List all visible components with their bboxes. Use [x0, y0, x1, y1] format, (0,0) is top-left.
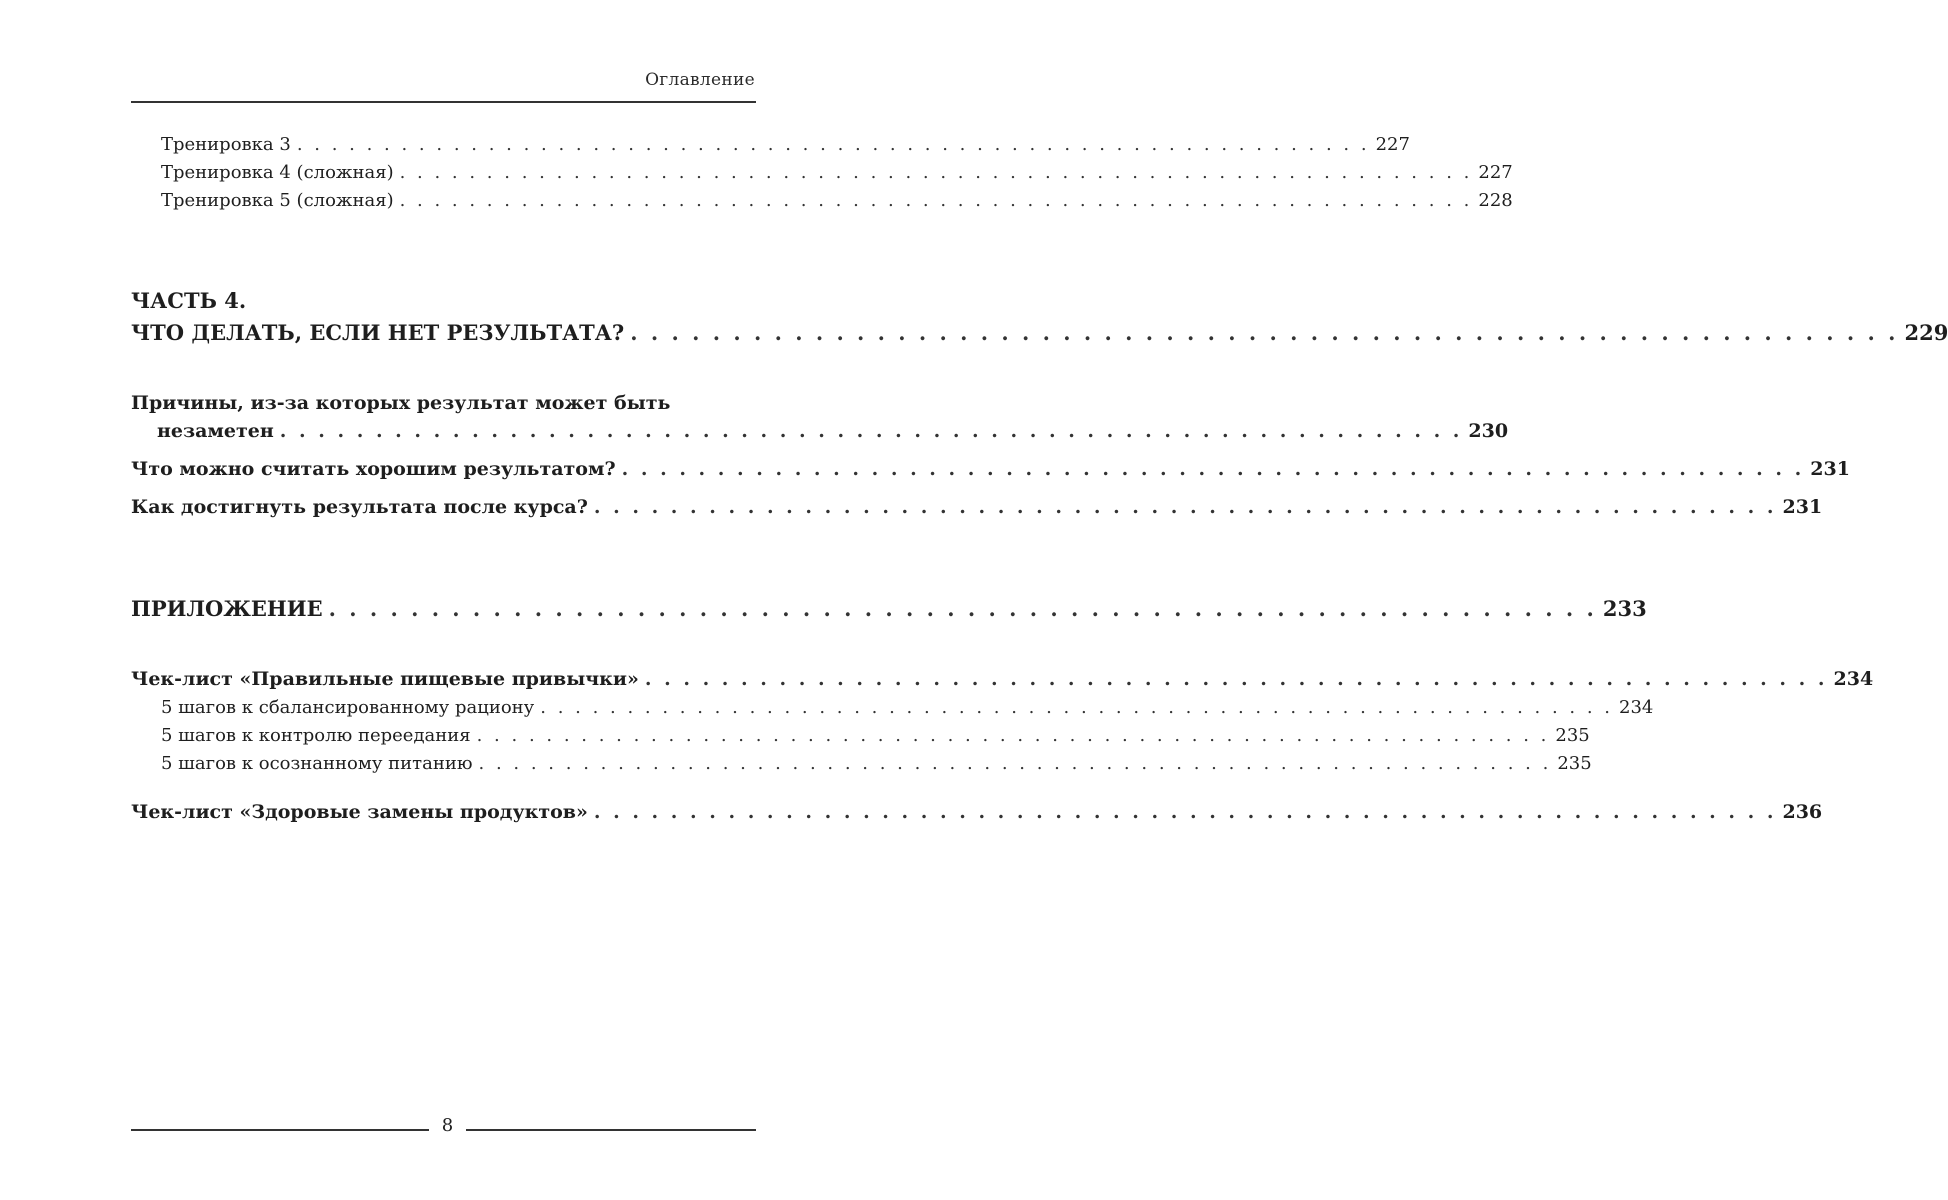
dot-leader: . . . . . . . . . . . . . . . . . . . . . . . . . . . . . . . . . . . . . . . . . . . . . . . . . . . . . . . . . . . . . . [621, 458, 1805, 480]
footer-rule-left [131, 1129, 429, 1131]
footer-rule-right [466, 1129, 756, 1131]
toc-entry-text: 5 шагов к осознанному питанию [161, 753, 473, 774]
dot-leader: . . . . . . . . . . . . . . . . . . . . . . . . . . . . . . . . . . . . . . . . . . . . . . . . . . . . . . . . . . . . . . [296, 134, 1370, 155]
dot-leader: . . . . . . . . . . . . . . . . . . . . . . . . . . . . . . . . . . . . . . . . . . . . . . . . . . . . . . . . . . . . . . [593, 496, 1777, 518]
toc-part-heading[interactable] [131, 320, 1948, 345]
page-number: 8 [441, 1115, 454, 1136]
toc-page-number: 235 [1557, 753, 1592, 774]
toc-page-number: 231 [1810, 458, 1850, 480]
toc-entry-text: 5 шагов к контролю переедания [161, 725, 471, 746]
toc-page-number: 228 [1478, 190, 1513, 211]
toc-entry-text: Как достигнуть результата после курса? [131, 496, 588, 518]
toc-subentry[interactable] [161, 753, 1592, 774]
toc-entry-text: Тренировка 4 (сложная) [161, 162, 394, 183]
toc-entry[interactable] [161, 162, 1513, 183]
toc-part-heading[interactable] [131, 596, 1647, 621]
running-head: Оглавление [645, 70, 755, 90]
dot-leader: . . . . . . . . . . . . . . . . . . . . . . . . . . . . . . . . . . . . . . . . . . . . . . . . . . . . . . . . . . . . . . [279, 420, 1463, 442]
toc-entry[interactable] [131, 496, 1823, 518]
toc-appendix-title: ПРИЛОЖЕНИЕ [131, 596, 323, 621]
toc-page-number: 230 [1468, 420, 1509, 442]
toc-entry[interactable] [131, 458, 1850, 480]
toc-entry-text-line2: незаметен [157, 420, 274, 442]
toc-subentry[interactable] [161, 725, 1590, 746]
header-rule [131, 101, 756, 103]
toc-page-number: 236 [1782, 801, 1823, 823]
dot-leader: . . . . . . . . . . . . . . . . . . . . . . . . . . . . . . . . . . . . . . . . . . . . . . . . . . . . . . . . . . . . . . [399, 162, 1473, 183]
dot-leader: . . . . . . . . . . . . . . . . . . . . . . . . . . . . . . . . . . . . . . . . . . . . . . . . . . . . . . . . . . . . . . [328, 596, 1597, 621]
toc-entry[interactable] [161, 190, 1513, 211]
toc-page-number: 234 [1619, 697, 1654, 718]
dot-leader: . . . . . . . . . . . . . . . . . . . . . . . . . . . . . . . . . . . . . . . . . . . . . . . . . . . . . . . . . . . . . . [476, 725, 1550, 746]
toc-subentry[interactable] [161, 697, 1654, 718]
dot-leader: . . . . . . . . . . . . . . . . . . . . . . . . . . . . . . . . . . . . . . . . . . . . . . . . . . . . . . . . . . . . . . [593, 801, 1777, 823]
dot-leader: . . . . . . . . . . . . . . . . . . . . . . . . . . . . . . . . . . . . . . . . . . . . . . . . . . . . . . . . . . . . . . [644, 668, 1828, 690]
toc-entry-text: Чек-лист «Здоровые замены продуктов» [131, 801, 588, 823]
dot-leader: . . . . . . . . . . . . . . . . . . . . . . . . . . . . . . . . . . . . . . . . . . . . . . . . . . . . . . . . . . . . . . [630, 320, 1899, 345]
toc-page-number: 227 [1478, 162, 1513, 183]
toc-page-number: 229 [1904, 320, 1948, 345]
toc-entry-text: Чек-лист «Правильные пищевые привычки» [131, 668, 639, 690]
toc-entry[interactable] [131, 420, 1509, 442]
toc-entry-text: Тренировка 5 (сложная) [161, 190, 394, 211]
toc-page-number: 234 [1833, 668, 1874, 690]
toc-part-title: ЧТО ДЕЛАТЬ, ЕСЛИ НЕТ РЕЗУЛЬТАТА? [131, 320, 625, 345]
part-label: ЧАСТЬ 4. [131, 288, 247, 313]
toc-page-number: 233 [1602, 596, 1647, 621]
toc-entry-text-line1: Причины, из-за которых результат может быть [131, 392, 671, 414]
toc-entry-text: 5 шагов к сбалансированному рациону [161, 697, 535, 718]
dot-leader: . . . . . . . . . . . . . . . . . . . . . . . . . . . . . . . . . . . . . . . . . . . . . . . . . . . . . . . . . . . . . . [478, 753, 1552, 774]
toc-page-number: 227 [1375, 134, 1410, 155]
toc-entry[interactable] [131, 668, 1874, 690]
toc-entry[interactable] [131, 801, 1823, 823]
dot-leader: . . . . . . . . . . . . . . . . . . . . . . . . . . . . . . . . . . . . . . . . . . . . . . . . . . . . . . . . . . . . . . [399, 190, 1473, 211]
toc-entry-text: Тренировка 3 [161, 134, 291, 155]
toc-entry[interactable] [161, 134, 1410, 155]
toc-page-number: 231 [1782, 496, 1823, 518]
toc-entry-text: Что можно считать хорошим результатом? [131, 458, 616, 480]
dot-leader: . . . . . . . . . . . . . . . . . . . . . . . . . . . . . . . . . . . . . . . . . . . . . . . . . . . . . . . . . . . . . . [540, 697, 1614, 718]
toc-page-number: 235 [1555, 725, 1590, 746]
